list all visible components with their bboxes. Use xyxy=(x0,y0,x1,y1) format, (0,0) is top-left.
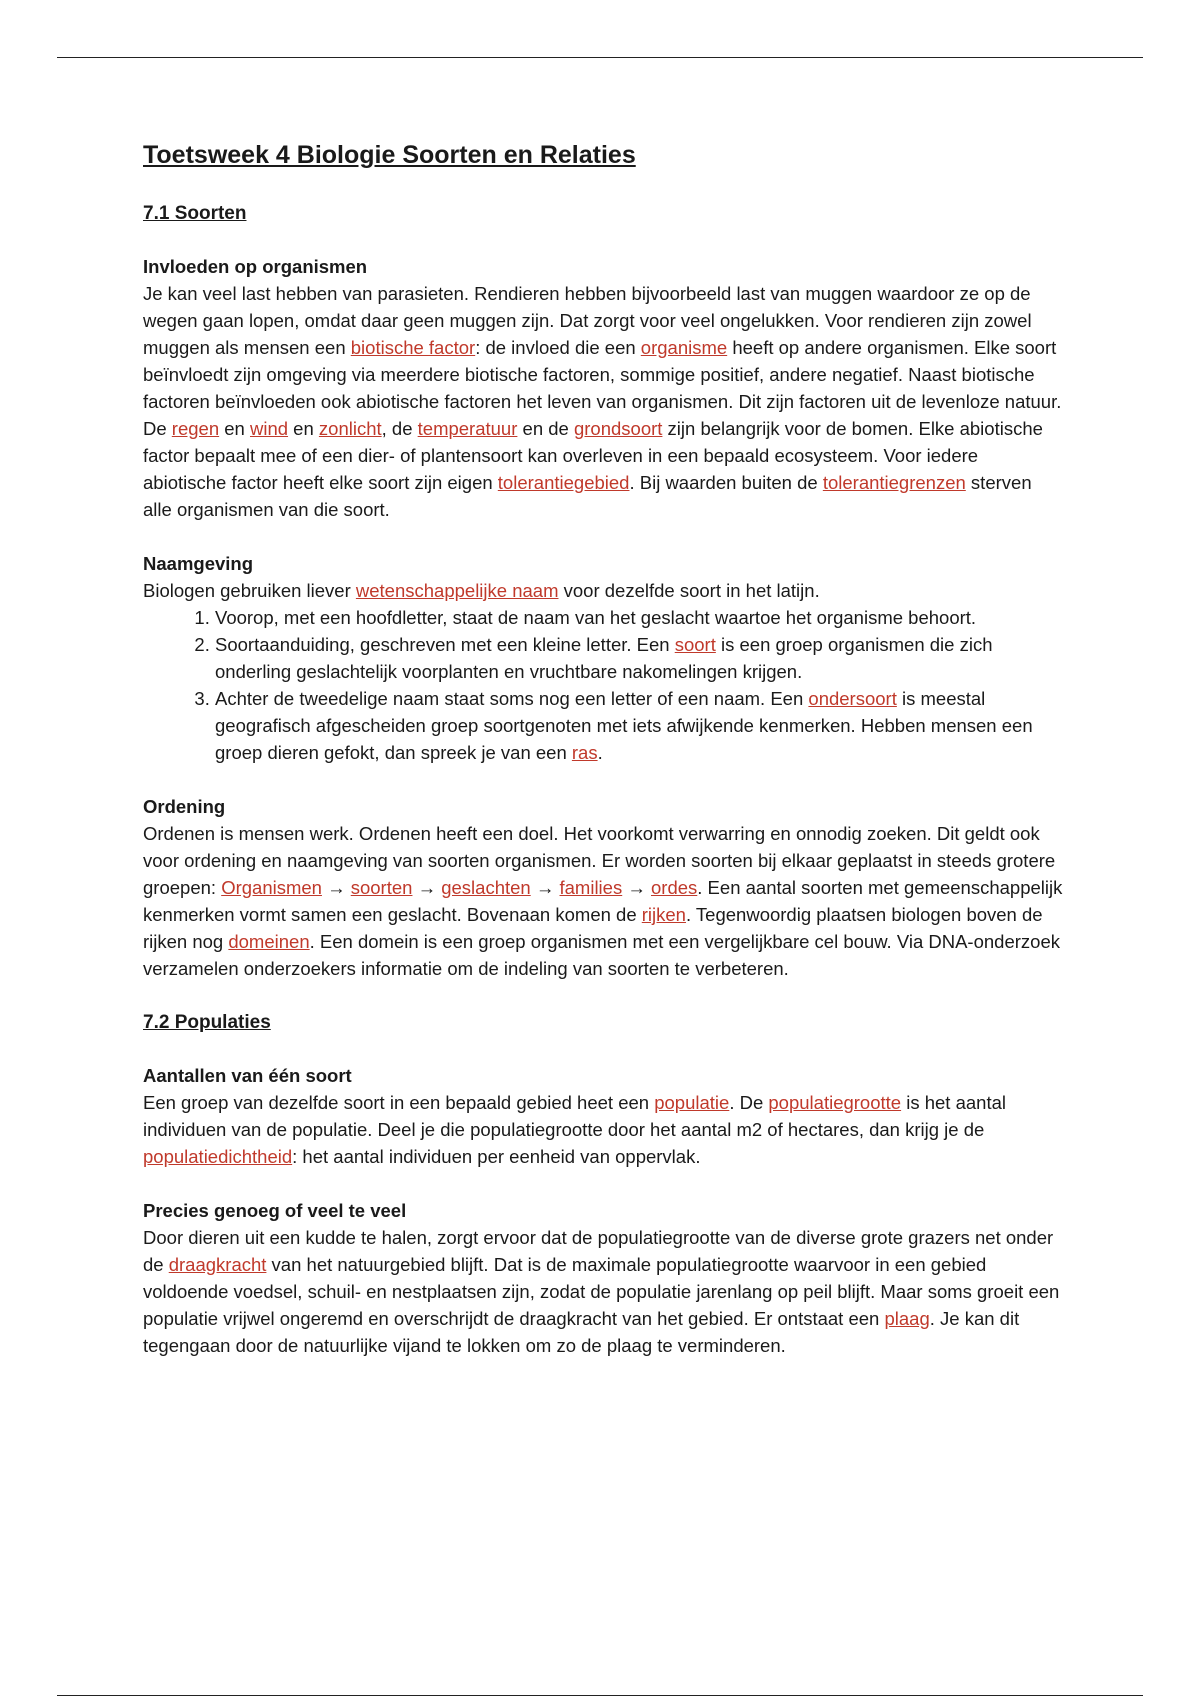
keyword: temperatuur xyxy=(417,418,518,439)
keyword: rijken xyxy=(641,904,686,925)
keyword: populatiedichtheid xyxy=(143,1146,293,1167)
subheading-precies: Precies genoeg of veel te veel xyxy=(143,1200,407,1221)
arrow-right-icon: → xyxy=(535,877,555,898)
keyword: wetenschappelijke naam xyxy=(355,580,559,601)
invloeden-text: Je kan veel last hebben van parasieten. Rendieren hebben bijvoorbeeld last van muggen waardoor ze op de wegen gaan lopen, omdat daar geen muggen zijn. Dat zorgt voor veel ongelukken. Voor rendieren zijn zowel muggen als mensen een biotische factor: de invloed die een organisme heeft op andere organismen. Elke soort beïnvloedt zijn omgeving via meerdere biotische factoren, sommige positief, andere negatief. Naast biotische factoren beïnvloeden ook abiotische factoren het leven van organismen. Dit zijn factoren uit de levenloze natuur. De regen en wind en zonlicht, de temperatuur en de grondsoort zijn belangrijk voor de bomen. Elke abiotische factor bepaalt mee of een dier- of plantensoort kan overleven in een bepaald ecosysteem. Voor iedere abiotische factor heeft elke soort zijn eigen tolerantiegebied. Bij waarden buiten de tolerantiegrenzen sterven alle organismen van die soort. xyxy=(143,283,1062,520)
ordening-text: Ordenen is mensen werk. Ordenen heeft een doel. Het voorkomt verwarring en onnodig zoeken. Dit geldt ook voor ordening en naamgeving van soorten organismen. Er worden soorten bij elkaar geplaatst in steeds grotere groepen: Organismen → soorten → geslachten → families → ordes. Een aantal soorten met gemeenschappelijk kenmerken vormt samen een geslacht. Bovenaan komen de rijken. Tegenwoordig plaatsen biologen boven de rijken nog domeinen. Een domein is een groep organismen met een vergelijkbare cel bouw. Via DNA-onderzoek verzamelen onderzoekers informatie om de indeling van soorten te verbeteren. xyxy=(143,823,1063,979)
list-item: 2. Soortaanduiding, geschreven met een kleine letter. Een soort is een groep organismen die zich onderling geslachtelijk voorplanten en vruchtbare nakomelingen krijgen. xyxy=(215,631,1063,685)
paragraph-aantallen xyxy=(143,1062,1063,1170)
keyword: ras xyxy=(571,742,598,763)
keyword: ondersoort xyxy=(808,688,897,709)
list-item: 1. Voorop, met een hoofdletter, staat de naam van het geslacht waartoe het organisme behoort. xyxy=(215,604,1063,631)
keyword: tolerantiegrenzen xyxy=(822,472,966,493)
keyword: plaag xyxy=(884,1308,930,1329)
arrow-right-icon: → xyxy=(327,877,346,898)
naamgeving-list xyxy=(143,604,1063,766)
subheading-ordening: Ordening xyxy=(143,796,226,817)
section-heading-populaties: 7.2 Populaties xyxy=(143,1012,271,1033)
keyword: ordes xyxy=(651,877,698,898)
arrow-right-icon: → xyxy=(417,877,437,898)
section-heading-soorten: 7.1 Soorten xyxy=(143,203,247,224)
header-rule xyxy=(57,57,1143,58)
document-page xyxy=(143,138,1063,1386)
paragraph-invloeden xyxy=(143,253,1063,523)
arrow-right-icon: → xyxy=(627,877,646,898)
paragraph-naamgeving xyxy=(143,550,1063,766)
keyword: regen xyxy=(171,418,220,439)
document-title: Toetsweek 4 Biologie Soorten en Relaties xyxy=(143,141,636,169)
keyword: soort xyxy=(674,634,716,655)
subheading-invloeden: Invloeden op organismen xyxy=(143,256,368,277)
list-item: 3. Achter de tweedelige naam staat soms nog een letter of een naam. Een ondersoort is meestal geografisch afgescheiden groep soortgenoten met iets afwijkende kenmerken. Hebben mensen een groep dieren gefokt, dan spreek je van een ras. xyxy=(215,685,1063,766)
precies-text: Door dieren uit een kudde te halen, zorgt ervoor dat de populatiegrootte van de diverse grote grazers net onder de draagkracht van het natuurgebied blijft. Dat is de maximale populatiegrootte waarvoor in een gebied voldoende voedsel, schuil- en nestplaatsen zijn, zodat de populatie jarenlang op peil blijft. Maar soms groeit een populatie vrijwel ongeremd en overschrijdt de draagkracht van het gebied. Er ontstaat een plaag. Je kan dit tegengaan door de natuurlijke vijand te lokken om zo de plaag te verminderen. xyxy=(143,1227,1060,1356)
naamgeving-text: Biologen gebruiken liever wetenschappelijke naam voor dezelfde soort in het latijn. xyxy=(143,580,820,601)
aantallen-text: Een groep van dezelfde soort in een bepaald gebied heet een populatie. De populatiegrootte is het aantal individuen van de populatie. Deel je die populatiegrootte door het aantal m2 of hectares, dan krijg je de populatiedichtheid: het aantal individuen per eenheid van oppervlak. xyxy=(143,1092,1006,1167)
keyword: draagkracht xyxy=(168,1254,267,1275)
keyword: domeinen xyxy=(228,931,310,952)
keyword: wind xyxy=(249,418,289,439)
keyword: Organismen xyxy=(221,877,322,898)
keyword: families xyxy=(559,877,623,898)
keyword: grondsoort xyxy=(573,418,663,439)
keyword: geslachten xyxy=(441,877,531,898)
subheading-aantallen: Aantallen van één soort xyxy=(143,1065,352,1086)
keyword: biotische factor xyxy=(350,337,476,358)
paragraph-ordening xyxy=(143,793,1063,982)
keyword: soorten xyxy=(350,877,413,898)
keyword: populatiegrootte xyxy=(768,1092,902,1113)
paragraph-precies xyxy=(143,1197,1063,1359)
subheading-naamgeving: Naamgeving xyxy=(143,553,254,574)
keyword: zonlicht xyxy=(318,418,382,439)
keyword: tolerantiegebied xyxy=(497,472,630,493)
footer-rule xyxy=(57,1695,1143,1696)
keyword: organisme xyxy=(640,337,728,358)
keyword: populatie xyxy=(654,1092,730,1113)
